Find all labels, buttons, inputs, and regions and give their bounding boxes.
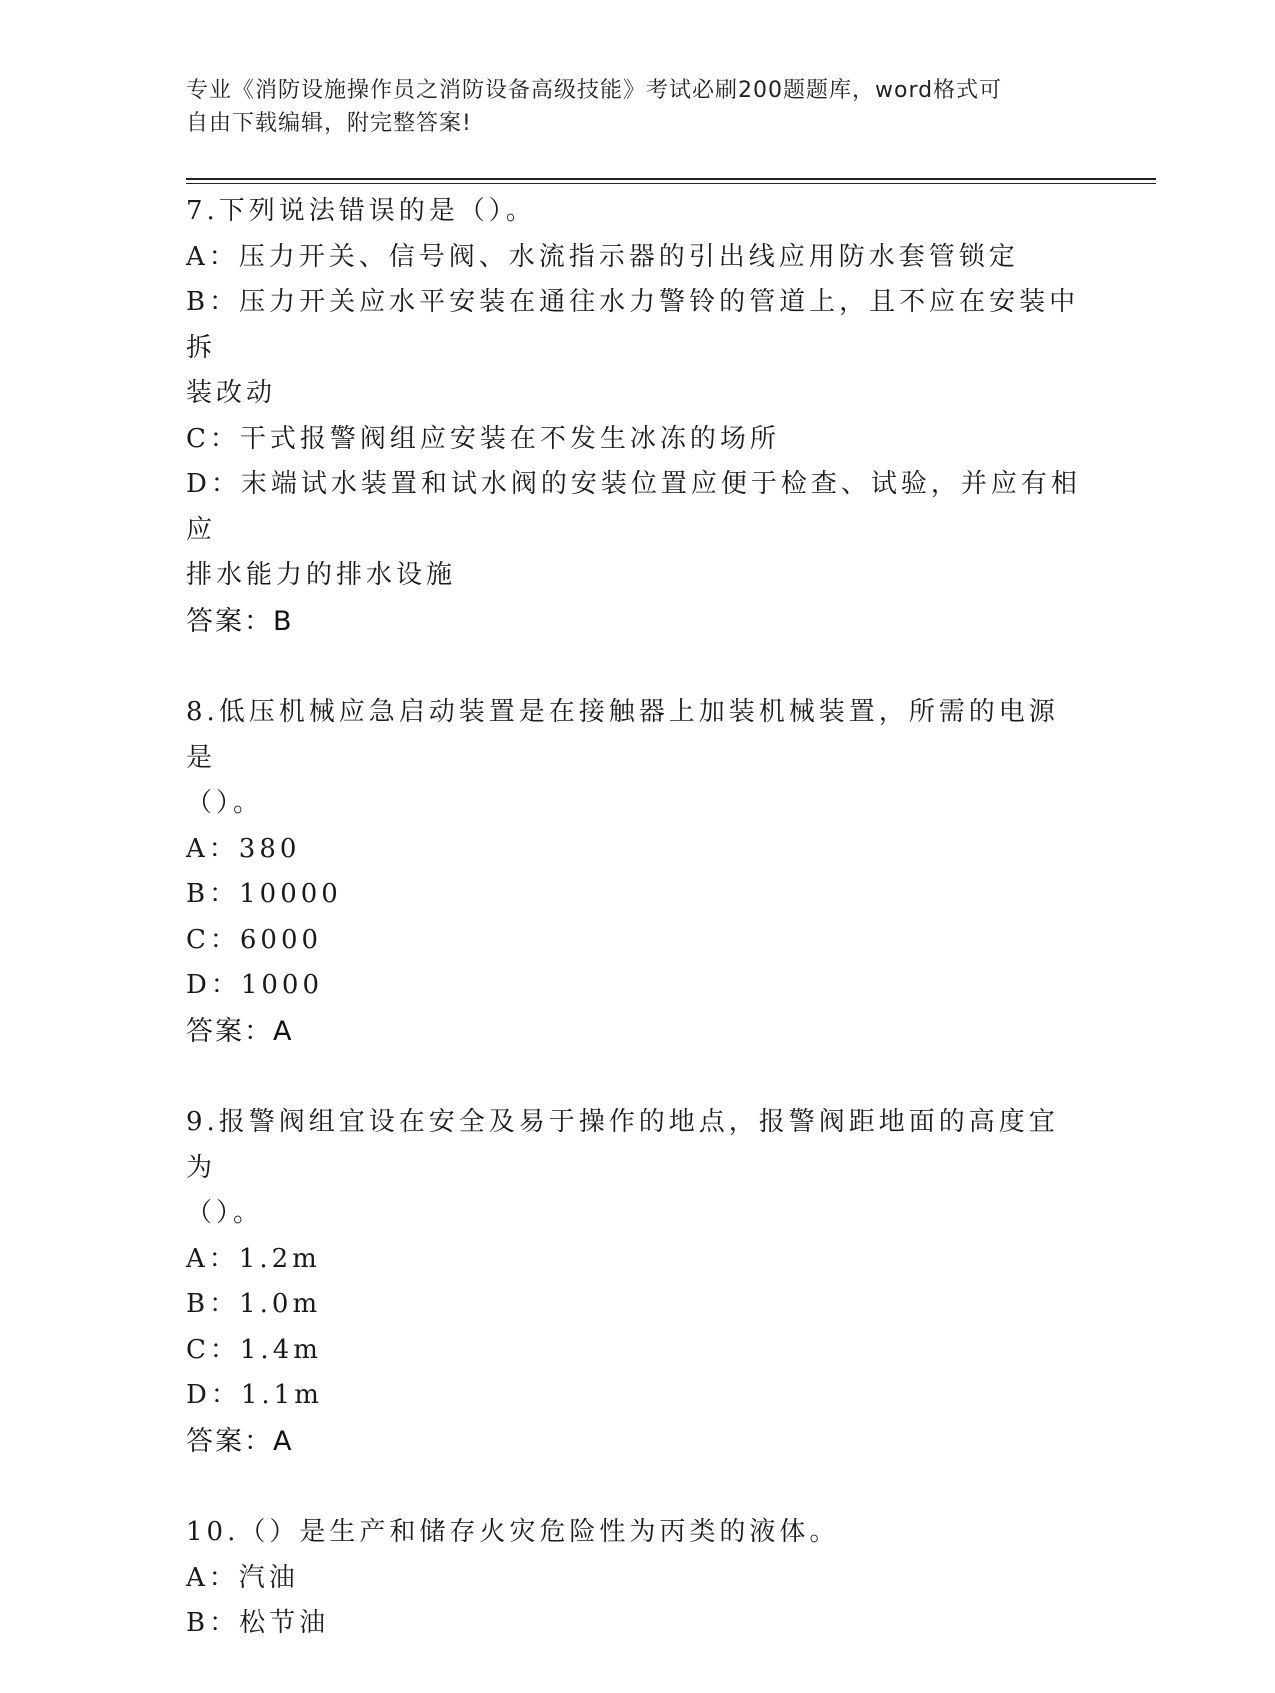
question-stem-continued: （）。 bbox=[186, 788, 264, 818]
option-a: A：汽油 bbox=[186, 1562, 299, 1593]
answer-label: 答案：A bbox=[186, 1015, 294, 1047]
question-9 bbox=[186, 1100, 1086, 1464]
option-a: A：压力开关、信号阀、水流指示器的引出线应用防水套管锁定 bbox=[186, 241, 1019, 272]
option-b-continued: 装改动 bbox=[186, 378, 277, 408]
question-7 bbox=[186, 189, 1086, 644]
option-d: D：1000 bbox=[186, 970, 324, 1000]
header-line-1: 专业《消防设施操作员之消防设备高级技能》考试必刷200题题库，word格式可 bbox=[186, 78, 1003, 103]
option-c: C：6000 bbox=[186, 924, 323, 955]
question-stem: 10.（）是生产和储存火灾危险性为丙类的液体。 bbox=[186, 1517, 840, 1547]
question-10 bbox=[186, 1510, 1086, 1647]
option-c: C：1.4m bbox=[186, 1334, 322, 1365]
option-a: A：1.2m bbox=[186, 1243, 321, 1274]
question-list bbox=[186, 189, 1086, 1693]
header-divider-thick bbox=[186, 178, 1156, 180]
answer-label: 答案：A bbox=[186, 1425, 294, 1457]
answer-label: 答案：B bbox=[186, 605, 294, 637]
option-b: B：10000 bbox=[186, 879, 342, 909]
document-header bbox=[186, 74, 1086, 140]
option-b: B：1.0m bbox=[186, 1289, 322, 1319]
header-line-2: 自由下载编辑，附完整答案! bbox=[186, 111, 472, 136]
option-b: B：压力开关应水平安装在通往水力警铃的管道上，且不应在安装中拆 bbox=[186, 287, 1080, 363]
header-divider-thin bbox=[186, 183, 1156, 184]
question-stem: 7.下列说法错误的是（）。 bbox=[186, 196, 536, 226]
question-stem: 9.报警阀组宜设在安全及易于操作的地点，报警阀距地面的高度宜为 bbox=[186, 1107, 1059, 1183]
option-c: C：干式报警阀组应安装在不发生冰冻的场所 bbox=[186, 423, 780, 454]
option-d-continued: 排水能力的排水设施 bbox=[186, 560, 457, 590]
option-a: A：380 bbox=[186, 833, 301, 864]
option-d: D：末端试水装置和试水阀的安装位置应便于检查、试验，并应有相应 bbox=[186, 469, 1081, 545]
option-d: D：1.1m bbox=[186, 1380, 323, 1410]
question-stem: 8.低压机械应急启动装置是在接触器上加装机械装置，所需的电源是 bbox=[186, 697, 1059, 773]
option-b: B：松节油 bbox=[186, 1608, 330, 1638]
question-stem-continued: （）。 bbox=[186, 1198, 264, 1228]
question-8 bbox=[186, 690, 1086, 1054]
